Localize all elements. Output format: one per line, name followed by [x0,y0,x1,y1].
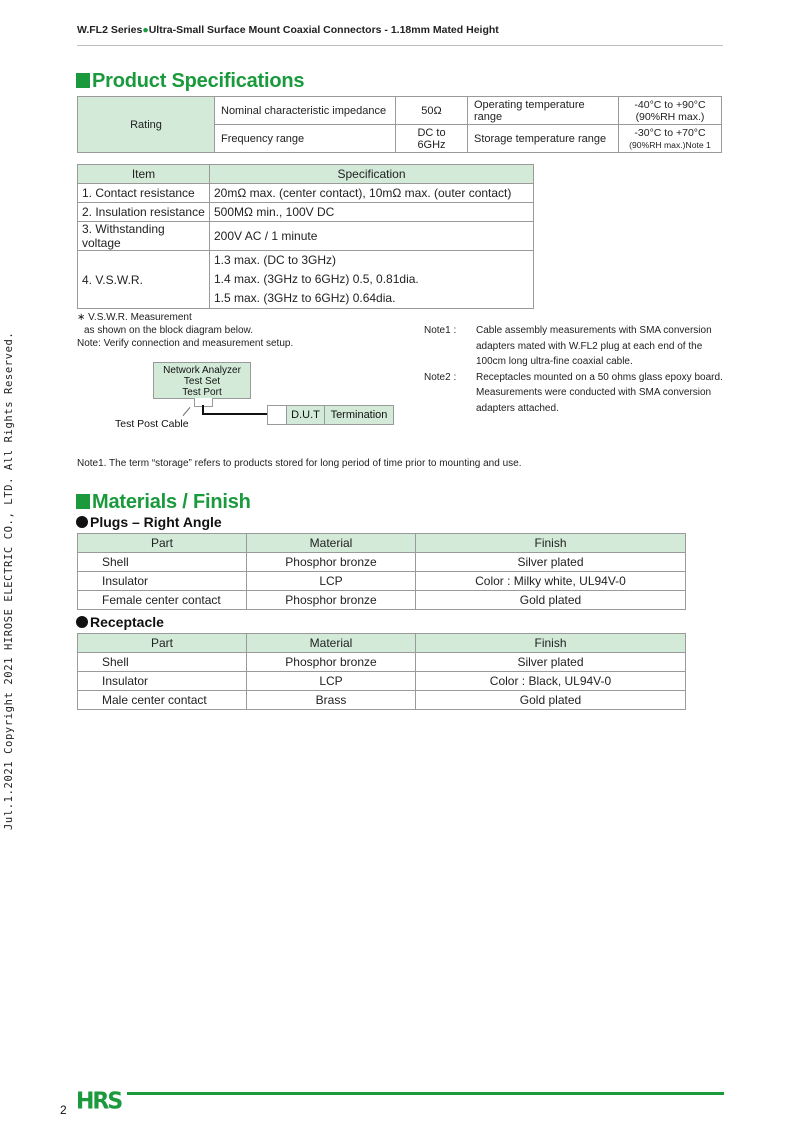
note-line: Receptacles mounted on a 50 ohms glass epoxy board. [476,371,723,383]
table-header-row [78,165,534,184]
subtitle-text: Receptacle [90,614,164,630]
note-line: Cable assembly measurements with SMA conversion [476,325,712,336]
material-cell: Brass [247,691,416,710]
spec-line: 1.4 max. (3GHz to 6GHz) 0.5, 0.81dia. [214,272,419,286]
note-text [476,323,712,370]
note-line: Measurements were conducted with SMA conversion [476,387,712,398]
item-cell: 1. Contact resistance [78,184,210,203]
spec-table [77,164,534,309]
value-line: (90%RH max.)Note 1 [629,139,711,150]
param-cell: Storage temperature range [468,125,619,153]
note-line: adapters attached. [476,402,559,414]
bullet-dot-icon: ● [142,24,149,36]
note-text [476,370,723,417]
table-row [78,251,534,309]
param-cell: Nominal characteristic impedance [215,97,396,125]
material-cell: Phosphor bronze [247,553,416,572]
table-row [78,97,722,125]
note1 [424,323,723,370]
value-line: (90%RH max.) [635,110,705,123]
subtitle-text: Plugs – Right Angle [90,514,222,530]
receptacle-subtitle [76,614,164,630]
note2 [424,370,723,417]
column-header: Part [78,634,247,653]
spec-cell: 200V AC / 1 minute [210,222,534,251]
page-header [77,24,499,36]
note-line: 100cm long ultra-fine coaxial cable. [476,356,633,367]
storage-footnote: Note1. The term “storage” refers to products stored for long period of time prior to mounting and use. [77,458,522,469]
spec-cell [210,251,534,309]
material-cell: LCP [247,572,416,591]
diagram-label: Test Set [183,376,221,387]
finish-cell: Color : Milky white, UL94V-0 [416,572,686,591]
table-header-row [78,534,686,553]
page-number: 2 [60,1103,67,1117]
leader-line [183,407,191,416]
footer-divider [127,1092,724,1095]
material-cell: Phosphor bronze [247,591,416,610]
plugs-materials-table [77,533,686,610]
table-row [78,203,534,222]
section-title-text: Materials / Finish [92,491,251,513]
value-cell [619,125,722,153]
diagram-label: Test Port [182,387,222,398]
spec-line: 1.5 max. (3GHz to 6GHz) 0.64dia. [214,291,396,305]
finish-cell: Color : Black, UL94V-0 [416,672,686,691]
column-header: Finish [416,634,686,653]
green-square-icon [76,73,90,88]
finish-cell: Silver plated [416,553,686,572]
value-cell [619,97,722,125]
vswr-measurement-note [77,311,293,350]
spec-cell: 500MΩ min., 100V DC [210,203,534,222]
table-row [78,184,534,203]
rating-label: Rating [78,97,215,153]
column-header: Material [247,534,416,553]
receptacle-materials-table [77,633,686,710]
note-line: ∗ V.S.W.R. Measurement [77,312,192,323]
test-cable-line [202,405,268,415]
table-row [78,222,534,251]
column-header: Item [78,165,210,184]
green-square-icon [76,494,90,509]
table-row [78,672,686,691]
plugs-subtitle [76,514,222,530]
part-cell: Insulator [78,572,247,591]
note-line: Note: Verify connection and measurement setup. [77,338,294,349]
table-row [78,553,686,572]
column-header: Finish [416,534,686,553]
bullet-icon [76,516,88,528]
finish-cell: Gold plated [416,591,686,610]
spec-line: 1.3 max. (DC to 3GHz) [214,253,337,267]
side-copyright: Jul.1.2021 Copyright 2021 HIROSE ELECTRIC CO., LTD. All Rights Reserved. [3,331,15,830]
dut-box: D.U.T [287,406,325,424]
value-line: -40°C to +90°C [634,98,706,111]
measurement-notes [424,323,723,416]
part-cell: Shell [78,653,247,672]
series-name: W.FL2 Series [77,24,143,36]
part-cell: Shell [78,553,247,572]
param-cell: Frequency range [215,125,396,153]
value-cell: DC to 6GHz [396,125,468,153]
adapter-box [268,406,287,424]
value-line: -30°C to +70°C [634,126,706,139]
spec-cell: 20mΩ max. (center contact), 10mΩ max. (outer contact) [210,184,534,203]
note-line: as shown on the block diagram below. [84,325,253,336]
header-subtitle: Ultra-Small Surface Mount Coaxial Connectors - 1.18mm Mated Height [148,24,499,36]
finish-cell: Silver plated [416,653,686,672]
dut-assembly [267,405,394,425]
materials-finish-title [76,491,251,514]
column-header: Material [247,634,416,653]
item-cell: 4. V.S.W.R. [78,251,210,309]
termination-box: Termination [325,406,393,424]
item-cell: 3. Withstanding voltage [78,222,210,251]
finish-cell: Gold plated [416,691,686,710]
column-header: Part [78,534,247,553]
column-header: Specification [210,165,534,184]
material-cell: Phosphor bronze [247,653,416,672]
part-cell: Female center contact [78,591,247,610]
param-cell: Operating temperature range [468,97,619,125]
section-title-text: Product Specifications [92,70,305,92]
note-label: Note2 : [424,371,457,383]
table-header-row [78,634,686,653]
bullet-icon [76,616,88,628]
item-cell: 2. Insulation resistance [78,203,210,222]
hrs-logo: HRS [76,1088,122,1115]
diagram-label: Network Analyzer [163,365,241,376]
table-row [78,691,686,710]
table-row [78,591,686,610]
note-label: Note1 : [424,325,457,336]
part-cell: Male center contact [78,691,247,710]
table-row [78,572,686,591]
note-line: adapters mated with W.FL2 plug at each end of the [476,340,703,352]
network-analyzer-box [153,362,251,399]
product-specifications-title [76,70,304,93]
header-divider [77,45,723,46]
rating-table [77,96,722,153]
material-cell: LCP [247,672,416,691]
table-row [78,653,686,672]
value-cell: 50Ω [396,97,468,125]
part-cell: Insulator [78,672,247,691]
test-post-cable-label: Test Post Cable [115,418,189,430]
